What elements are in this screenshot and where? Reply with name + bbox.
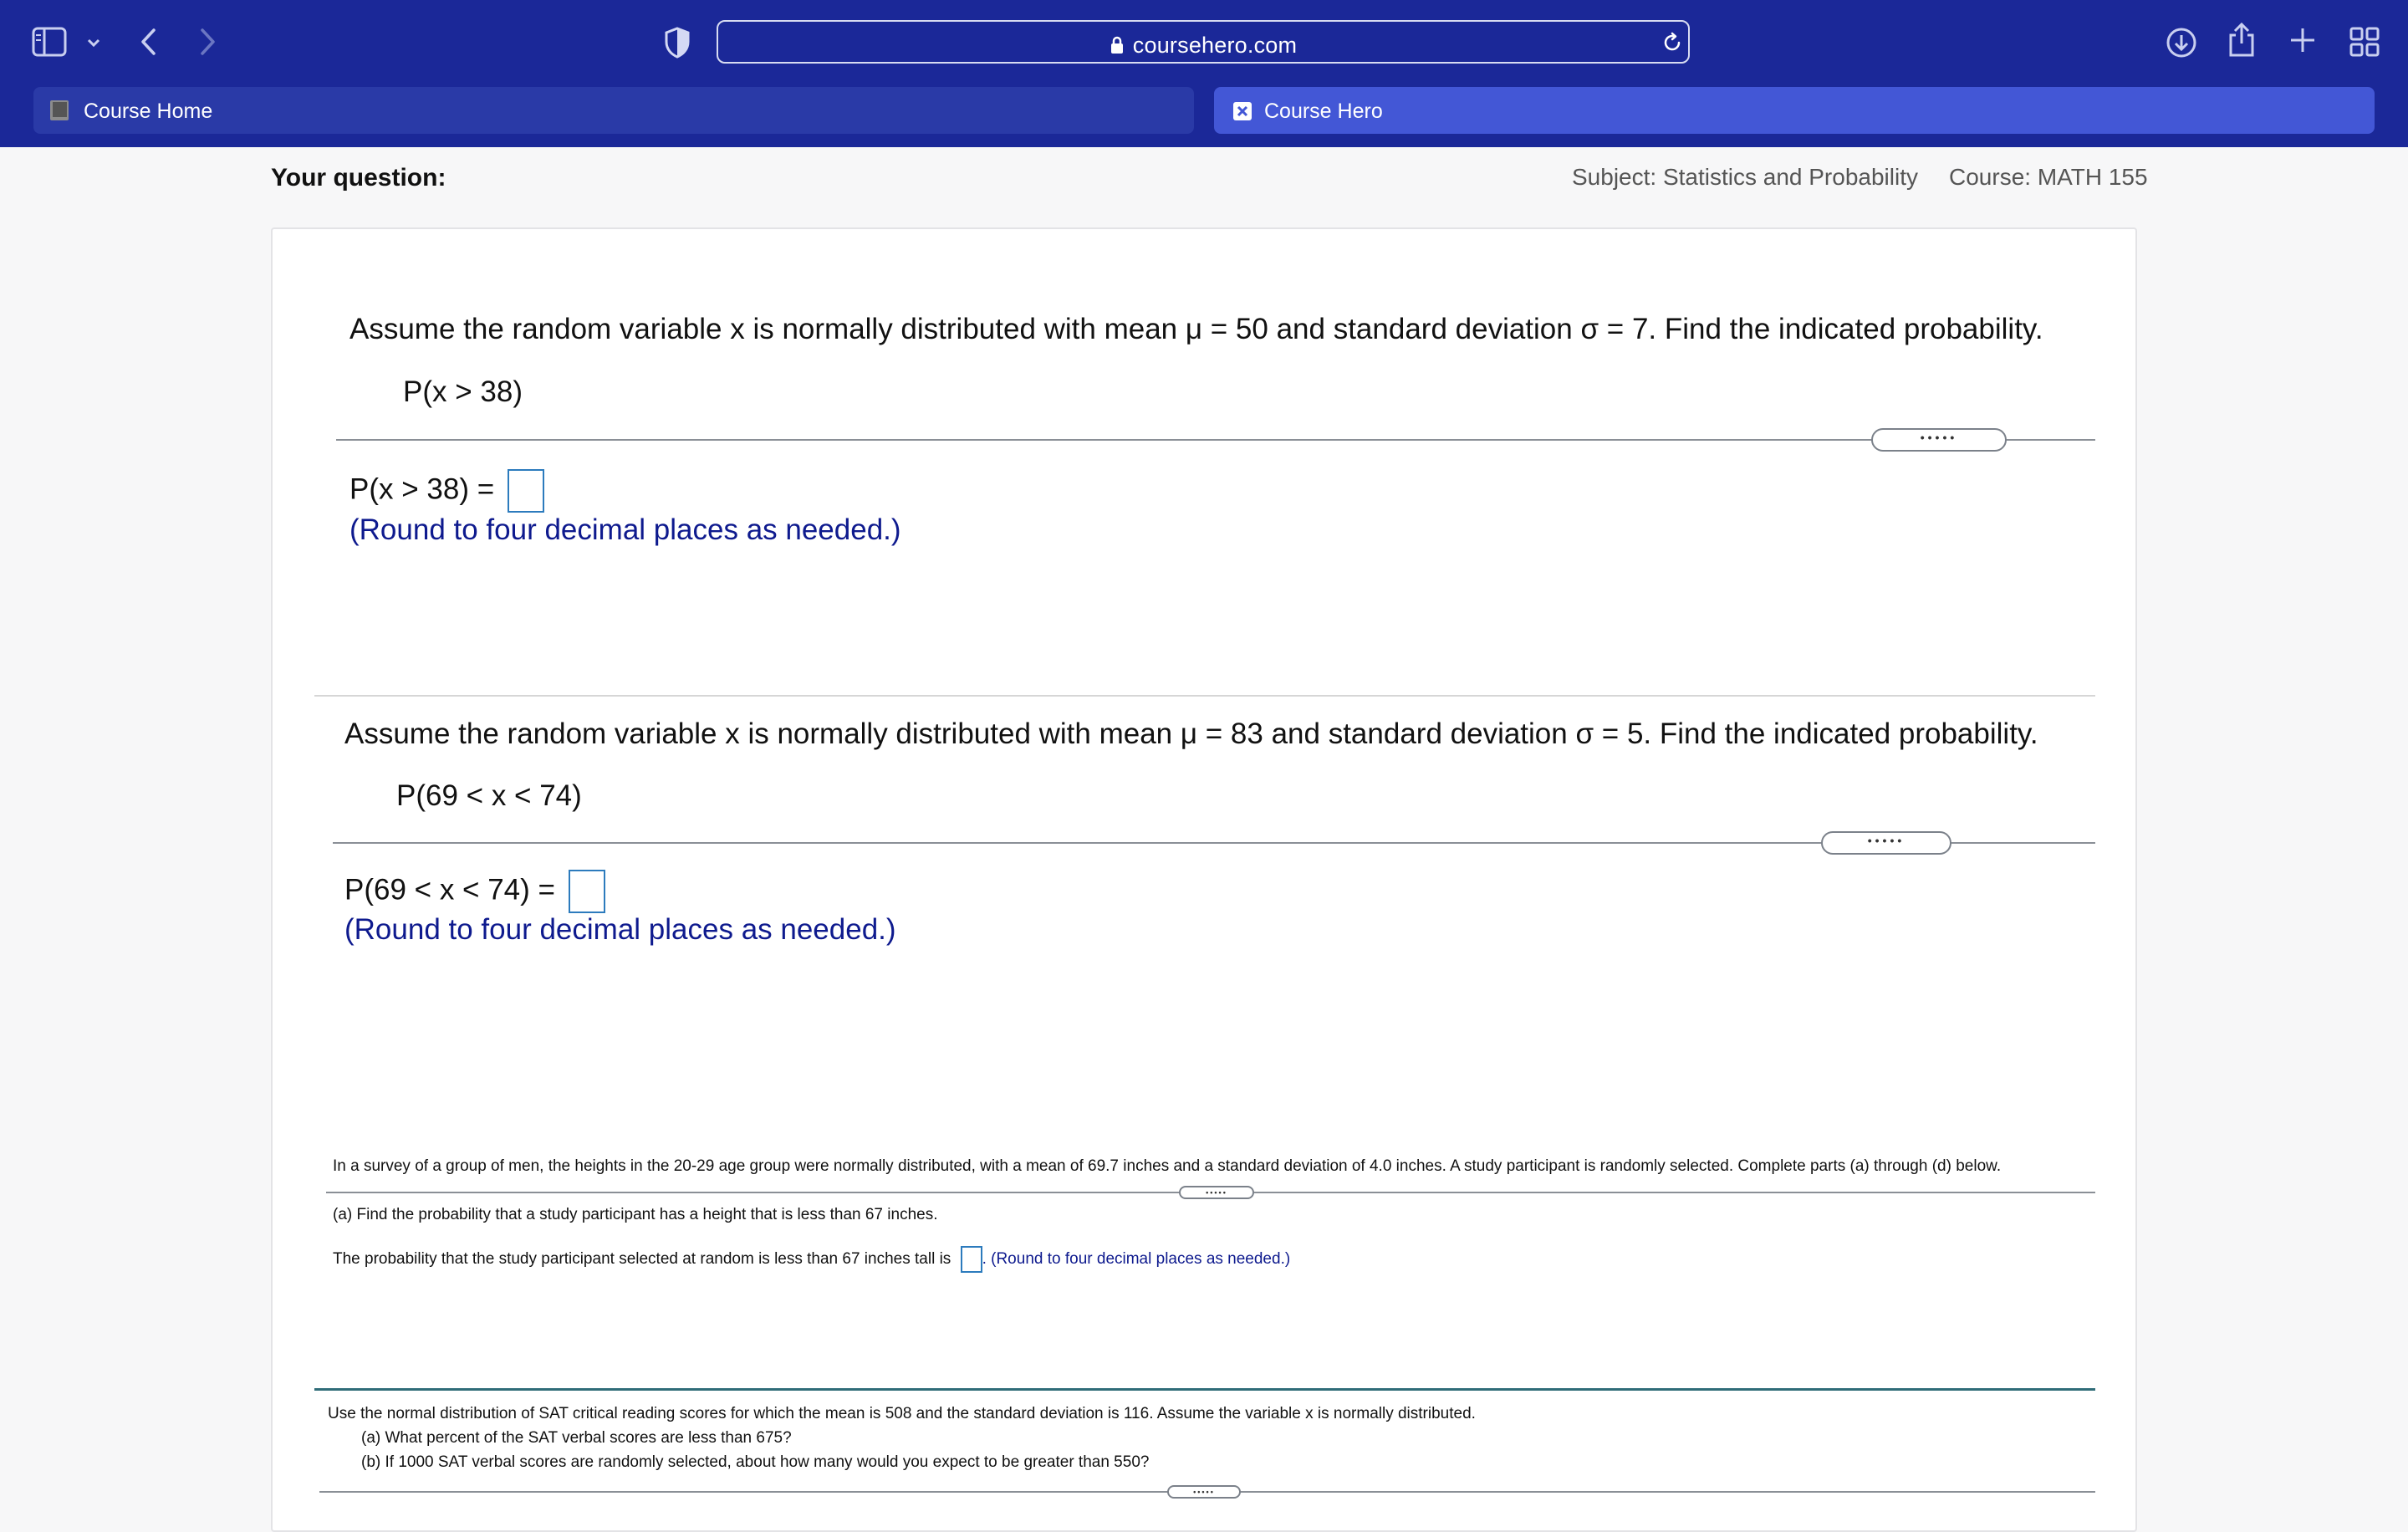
- answer-input[interactable]: [961, 1246, 982, 1273]
- question-2-answer-row: [344, 870, 605, 913]
- question-separator: [314, 695, 2095, 697]
- question-4-prompt: Use the normal distribution of SAT critical reading scores for which the mean is 508 and the standard deviation is 116. Assume the variable x is normally distributed.: [328, 1405, 1476, 1422]
- subject-label: Subject: Statistics and Probability: [1572, 164, 1918, 190]
- expand-more-button[interactable]: •••••: [1871, 428, 2007, 452]
- share-icon[interactable]: [2227, 22, 2256, 63]
- reload-icon[interactable]: [1661, 32, 1683, 58]
- divider: [336, 439, 2095, 441]
- downloads-icon[interactable]: [2166, 27, 2197, 63]
- question-1-hint: (Round to four decimal places as needed.): [349, 513, 901, 546]
- answer-hint: . (Round to four decimal places as needed.): [982, 1250, 1291, 1269]
- answer-label: P(69 < x < 74) =: [344, 873, 555, 906]
- answer-input[interactable]: [569, 870, 605, 913]
- question-2-expression: P(69 < x < 74): [396, 779, 582, 812]
- question-2-hint: (Round to four decimal places as needed.): [344, 913, 896, 946]
- question-separator: [314, 1388, 2095, 1391]
- lock-icon: [1110, 35, 1125, 55]
- course-hero-favicon-icon: [1232, 101, 1252, 127]
- forward-icon[interactable]: [197, 27, 217, 61]
- question-1-prompt: Assume the random variable x is normally distributed with mean μ = 50 and standard deviation σ = 7. Find the indicated probability.: [349, 313, 2043, 345]
- new-tab-icon[interactable]: [2289, 27, 2316, 58]
- expand-more-button[interactable]: •••••: [1821, 831, 1951, 855]
- url-text: coursehero.com: [1132, 33, 1298, 58]
- expand-more-button[interactable]: •••••: [1167, 1485, 1241, 1499]
- book-icon: [48, 99, 70, 128]
- tab-course-home[interactable]: [33, 87, 1194, 134]
- question-3-answer-row: [333, 1246, 1290, 1273]
- chevron-down-icon[interactable]: [87, 37, 100, 52]
- sidebar-toggle-icon[interactable]: [32, 27, 67, 61]
- question-3-prompt: In a survey of a group of men, the heights in the 20-29 age group were normally distributed, with a mean of 69.7 inches and a standard deviation of 4.0 inches. A study participant is randomly selected. Complete parts (a) through (d) below.: [333, 1157, 2002, 1175]
- question-1-expression: P(x > 38): [403, 375, 523, 408]
- question-card: [271, 227, 2137, 1532]
- question-4-part-b: (b) If 1000 SAT verbal scores are randomly selected, about how many would you expect to be greater than 550?: [361, 1453, 1150, 1471]
- privacy-shield-icon[interactable]: [664, 27, 691, 63]
- question-2-prompt: Assume the random variable x is normally distributed with mean μ = 83 and standard deviation σ = 5. Find the indicated probability.: [344, 717, 2038, 750]
- address-bar[interactable]: [717, 20, 1690, 64]
- question-4-part-a: (a) What percent of the SAT verbal scores are less than 675?: [361, 1429, 792, 1447]
- answer-input[interactable]: [508, 469, 544, 513]
- course-label: Course: MATH 155: [1949, 164, 2148, 190]
- tab-label: Course Home: [84, 100, 213, 123]
- tab-label: Course Hero: [1264, 100, 1383, 123]
- answer-prefix: The probability that the study participant selected at random is less than 67 inches tall is: [333, 1250, 951, 1269]
- question-1-answer-row: [349, 469, 544, 513]
- browser-toolbar: [0, 0, 2408, 85]
- your-question-heading: Your question:: [271, 164, 446, 192]
- tab-course-hero[interactable]: [1214, 87, 2375, 134]
- question-3-part-a: (a) Find the probability that a study participant has a height that is less than 67 inches.: [333, 1206, 938, 1223]
- answer-label: P(x > 38) =: [349, 472, 495, 506]
- back-icon[interactable]: [139, 27, 159, 61]
- expand-more-button[interactable]: •••••: [1179, 1186, 1254, 1199]
- tab-overview-icon[interactable]: [2349, 27, 2380, 61]
